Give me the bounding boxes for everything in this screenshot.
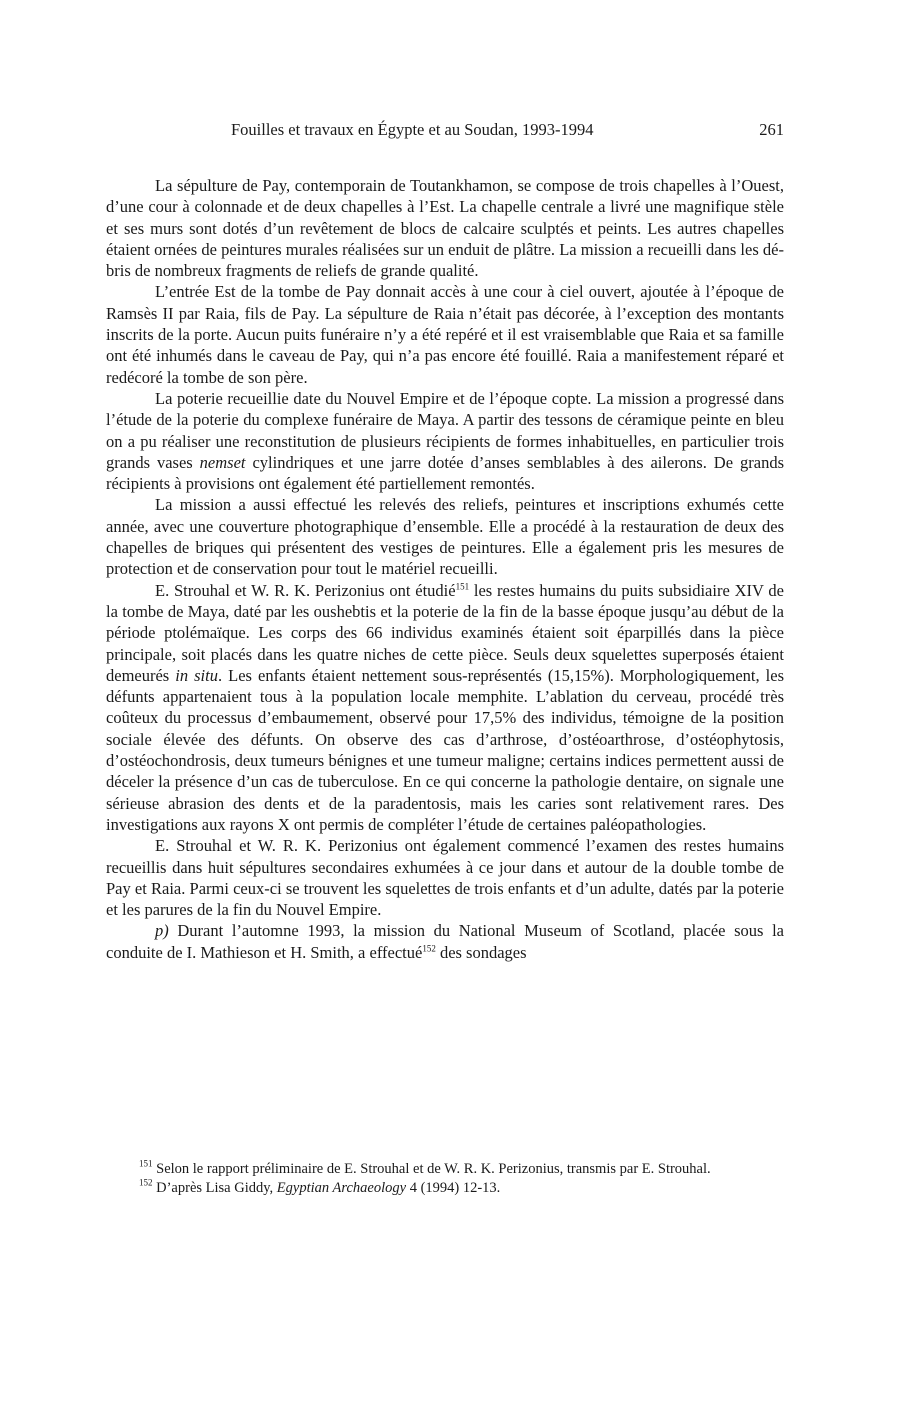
paragraph-scotland-mission	[106, 920, 784, 963]
footnote-text: Selon le rapport préliminaire de E. Strouhal et de W. R. K. Perizonius, transmis par E. Strouhal.	[152, 1161, 711, 1177]
paragraph-text: des sondages	[435, 942, 527, 962]
footnote-ref-151[interactable]: 151	[455, 581, 470, 592]
paragraph-pay-tomb: La sépulture de Pay, contemporain de Toutankhamon, se compose de trois chapelles à l’Ouest, d’une cour à colonnade et de deux chapelles à l’Est. La chapelle centrale a livré une magnifique stèle et ses murs sont dotés d’un revêtement de blocs de calcaire sculptés et peints. Les autres chapelles étaient ornées de peintures murales réalisées sur un enduit de plâtre. La mission a recueilli dans les débris de nombreux fragments de reliefs de grande qualité.	[106, 176, 784, 281]
italic-term: nemset	[199, 452, 246, 472]
paragraph-text: cylindriques et une jarre dotée d’anses semblables à des ailerons. De grands récipients à provisions ont également été partiellement remontés.	[106, 452, 784, 494]
paragraph-text: E. Strouhal et W. R. K. Perizonius ont étudié	[155, 580, 456, 600]
journal-title: Egyptian Archaeology	[276, 1179, 407, 1196]
running-title: Fouilles et travaux en Égypte et au Soudan, 1993-1994	[231, 120, 594, 139]
paragraph-text: les restes humains du puits subsidiaire XIV de la tombe de Maya, daté par les oushebtis et la poterie de la fin de la basse époque jusqu’au début de la période ptolémaïque. Les corps des 66 individus examinés étaient soit éparpillés dans la pièce principale, soit placés dans les quatre niches de cette pièce. Seuls deux squelettes superposés étaient demeurés	[106, 580, 784, 685]
footnote-151	[106, 1160, 784, 1179]
paragraph-secondary-burials: E. Strouhal et W. R. K. Perizonius ont également commencé l’examen des restes humains recueillis dans huit sépultures secondaires exhumées à ce jour dans et autour de la double tombe de Pay et Raia. Parmi ceux-ci se trouvent les squelettes de trois enfants et d’un adulte, datés par la poterie et les parures de la fin du Nouvel Empire.	[106, 836, 784, 920]
section-letter: p)	[155, 921, 169, 941]
footnote-ref-152[interactable]: 152	[422, 943, 436, 954]
footnote-marker: 151	[139, 1158, 153, 1169]
footnote-text: D’après Lisa Giddy,	[152, 1179, 277, 1196]
footnotes	[106, 1160, 784, 1197]
paragraph-restoration: La mission a aussi effectué les relevés des reliefs, peintures et inscriptions exhumés cette année, avec une couverture photographique d’ensemble. Elle a procédé à la restauration de deux des chapelles de briques qui présentent des vestiges de peintures. Elle a également pris les mesures de protection et de conservation pour tout le matériel recueilli.	[106, 495, 784, 579]
footnote-152	[106, 1179, 784, 1198]
paragraph-text: La poterie recueillie date du Nouvel Empire et de l’époque copte. La mission a progressé dans l’étude de la poterie du complexe funéraire de Maya. A partir des tessons de céramique peinte en bleu on a pu réaliser une reconstitution de plusieurs récipients de formes inhabituelles, en particulier trois grands vases	[106, 388, 784, 472]
page-number: 261	[759, 120, 784, 139]
footnote-text: 4 (1994) 12-13.	[406, 1179, 501, 1196]
italic-term: in situ	[175, 665, 218, 685]
paragraph-text: . Les enfants étaient nettement sous-représentés (15,15%). Morphologiquement, les défunts appartenaient tous à la population locale memphite. L’ablation du cerveau, procédé très coûteux du processus d’embaumement, observé pour 17,5% des individus, témoigne de la position sociale élevée des défunts. On observe des cas d’arthrose, d’ostéoarthrose, d’ostéophytosis, d’ostéochondrosis, deux tumeurs bénignes et une tumeur maligne; certains indices permettent aussi de déceler la présence d’un cas de tuberculose. En ce qui concerne la pathologie dentaire, on signale une sérieuse abrasion des dents et de la paradentosis, mais les caries sont relativement rares. Des investigations aux rayons X ont permis de compléter l’étude de certaines paléopathologies.	[106, 665, 784, 834]
footnote-marker: 152	[139, 1177, 153, 1188]
paragraph-text: Durant l’automne 1993, la mission du National Museum of Scotland, placée sous la conduite de I. Mathieson et H. Smith, a effectué	[106, 921, 784, 962]
body-text	[106, 175, 784, 963]
paragraph-raia-entrance: L’entrée Est de la tombe de Pay donnait accès à une cour à ciel ouvert, ajoutée à l’époque de Ramsès II par Raia, fils de Pay. La sépulture de Raia n’était pas décorée, à l’exception des montants inscrits de la porte. Aucun puits funéraire n’y a été repéré et il est vraisemblable que Raia et sa famille ont été inhumés dans le caveau de Pay, qui n’a pas encore été fouillé. Raia a manifestement réparé et redécoré la tombe de son père.	[106, 282, 784, 387]
paragraph-human-remains	[106, 580, 784, 836]
paragraph-pottery	[106, 388, 784, 494]
